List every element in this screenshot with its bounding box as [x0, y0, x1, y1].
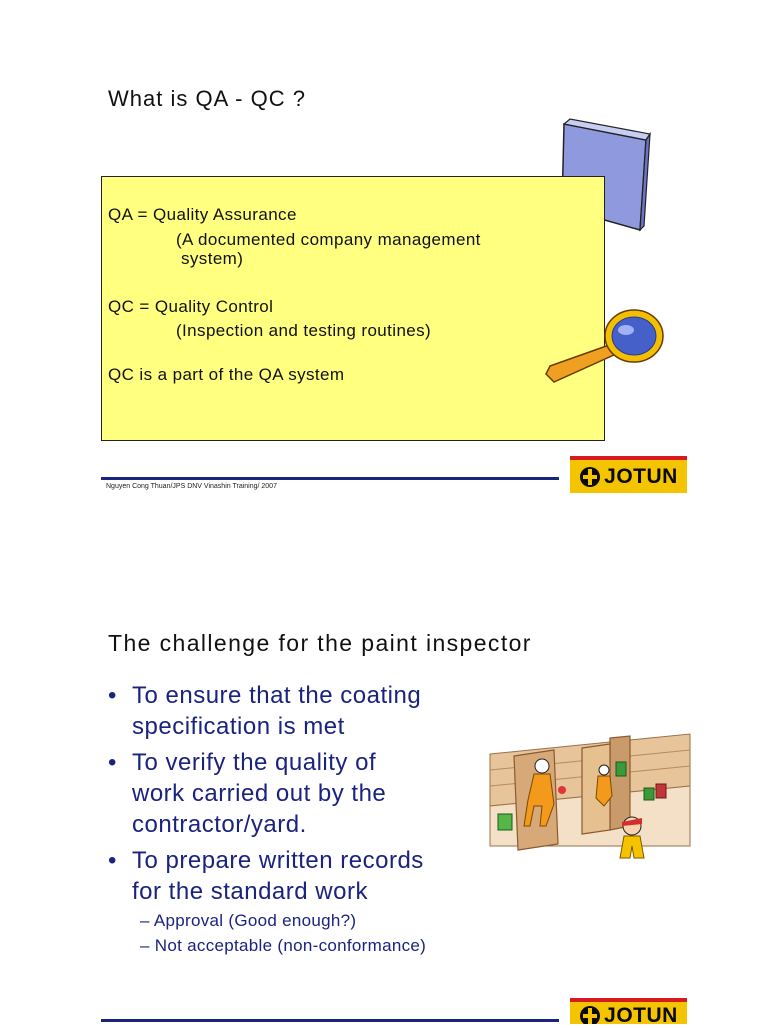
bullet-text: To verify the quality of — [132, 749, 377, 776]
jotun-logo-2 — [570, 998, 687, 1027]
bullet-text: contractor/yard. — [132, 811, 307, 838]
jotun-logo-text-1: JOTUN — [604, 464, 678, 488]
bullet-text: for the standard work — [132, 878, 368, 905]
qc-definition: QC = Quality Control — [108, 297, 274, 316]
qc-part-of-qa: QC is a part of the QA system — [108, 365, 345, 384]
sub-bullet-not-acceptable: – Not acceptable (non-conformance) — [140, 936, 427, 955]
paint-inspection-illustration — [484, 726, 696, 871]
bullet-text: work carried out by the — [132, 780, 387, 807]
bullet-text: To prepare written records — [132, 847, 424, 874]
slide2-title: The challenge for the paint inspector — [108, 630, 532, 656]
slide1-footer-text: Nguyen Cong Thuan/JPS DNV Vinashin Training/ 2007 — [106, 483, 277, 490]
slide1-title: What is QA - QC ? — [108, 86, 306, 111]
qa-description-line1: (A documented company management — [176, 230, 481, 249]
sub-bullet-approval: – Approval (Good enough?) — [140, 911, 357, 930]
jotun-emblem-icon — [579, 1002, 601, 1024]
bullet-marker: • — [108, 847, 117, 874]
bullet-item — [108, 845, 488, 907]
slide2-footer-line — [101, 1019, 559, 1022]
jotun-emblem-icon — [579, 465, 601, 489]
qa-description-line2: system) — [181, 249, 244, 268]
qa-definition: QA = Quality Assurance — [108, 205, 297, 224]
slide1-footer-line — [101, 477, 559, 480]
bullet-marker: • — [108, 749, 117, 776]
qc-description: (Inspection and testing routines) — [176, 321, 432, 340]
bullet-text: To ensure that the coating — [132, 682, 422, 709]
jotun-logo-1 — [570, 456, 687, 493]
bullet-item — [108, 680, 488, 742]
jotun-logo-text-2: JOTUN — [604, 1004, 678, 1027]
bullet-text: specification is met — [132, 713, 345, 740]
bullet-item — [108, 747, 488, 840]
bullet-marker: • — [108, 682, 117, 709]
magnifying-glass-icon — [540, 306, 670, 386]
